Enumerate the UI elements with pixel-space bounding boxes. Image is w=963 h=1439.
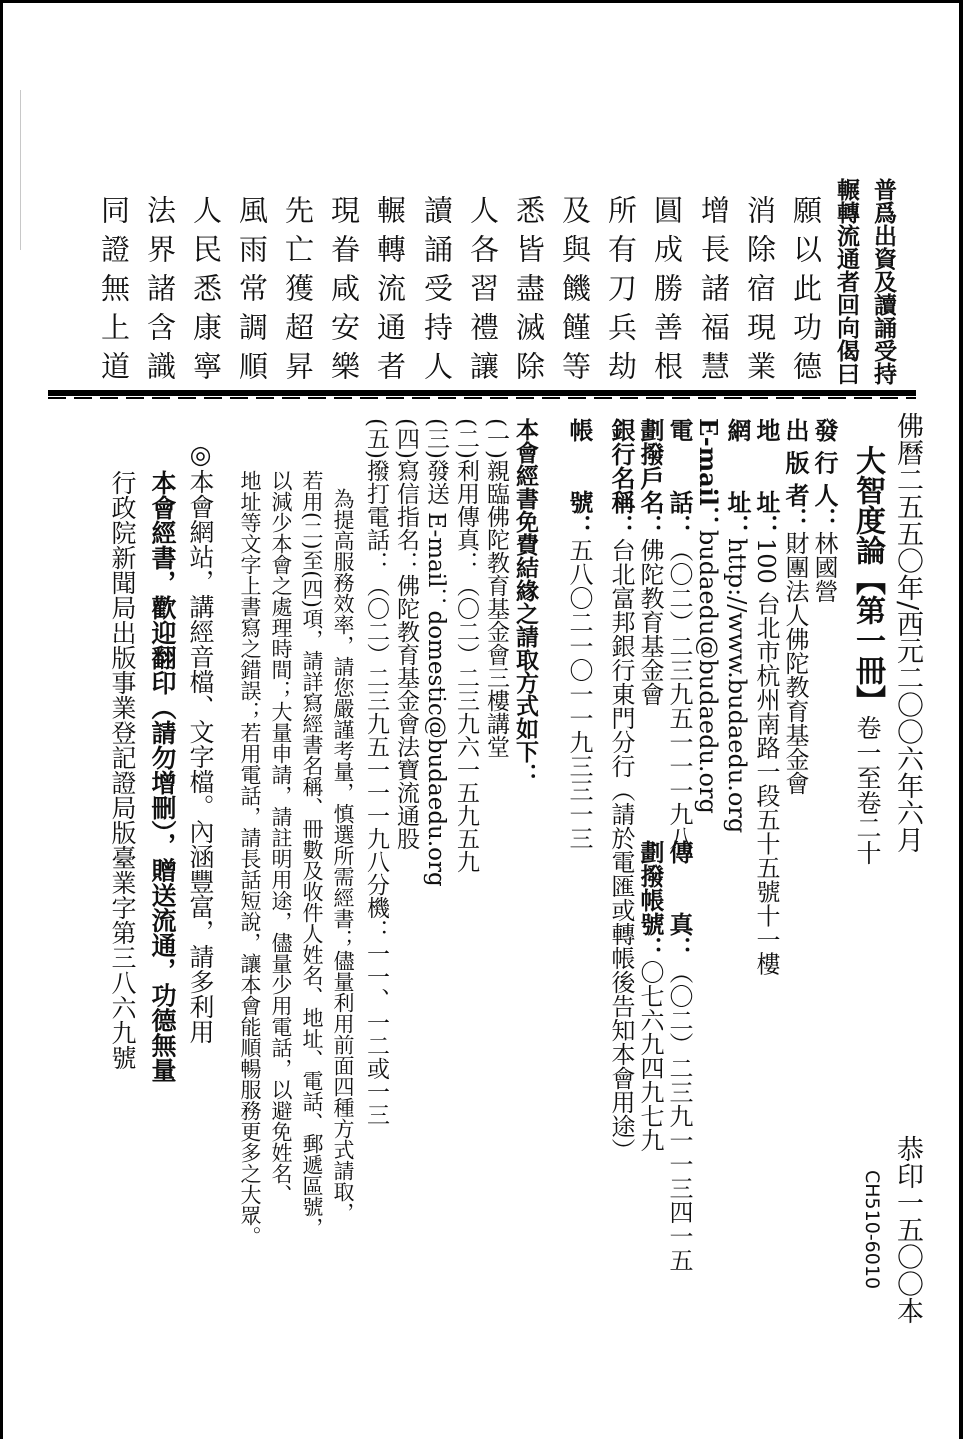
account-name-label: 劃撥戶名： [636,418,665,538]
page-edge-left [0,0,3,1439]
method-item: (四)寫信指名：佛陀教育基金會法寶流通股 [393,418,419,850]
book-code: CH510-6010 [861,1170,883,1290]
dedication-line: 讀誦受持人 [420,195,454,390]
footer-line: 行政院新聞局出版事業登記證局版臺業字第三八六九號 [108,470,137,1070]
email-link[interactable]: budaedu@budaedu.org [694,529,722,814]
method-item: (一)親臨佛陀教育基金會三樓講堂 [483,418,509,758]
email-line [694,418,723,814]
scan-mark [20,90,21,250]
website-label: 網 址： [723,418,752,538]
phone-value: （〇二）二三九五一一一九八 [665,538,693,850]
account-name-value: 佛陀教育基金會 [636,538,664,706]
bank-label: 銀行名稱： [607,418,636,538]
dedication-line: 所有刀兵劫 [604,195,638,390]
dedication-heading-1: 普爲出資及讀誦受持 [870,178,897,385]
dedication-line: 增長諸福慧 [697,195,731,390]
dedication-line: 願以此功德 [789,195,823,390]
dedication-line: 圓成勝善根 [650,195,684,390]
dedication-line: 人各習禮讓 [466,195,500,390]
dedication-line: 輾轉流通者 [373,195,407,390]
press-label: 出 版 者： [781,418,810,531]
fax-value: （〇二）二三九一一三四一五 [665,960,693,1272]
methods-heading: 本會經書免費結緣之請取方式如下： [512,418,539,786]
address-line [752,418,781,976]
account-number-line [636,840,665,1152]
account-number-value: 〇七六九四九七九 [636,960,664,1152]
page-edge-top [0,0,963,3]
note-line: 地址等文字上書寫之錯誤；若用電話，請長話短說，讓本會能順暢服務更多之大眾。 [238,470,262,1247]
page-edge-right [959,0,963,1439]
dedication-line: 及與饑饉等 [558,195,592,390]
publisher-label: 發 行 人： [810,418,839,531]
dedication-line: 現眷咸安樂 [327,195,361,390]
method-item: (五)撥打電話：（〇二）二三九五一一一九八分機：一一、一二或一三 [363,418,389,1126]
bank-line [607,418,636,1162]
footer-line: 本會經書，歡迎翻印（請勿增刪），贈送流通，功德無量 [148,470,177,1083]
note-line: 若用(二)至(四)項，請詳寫經書名稱、冊數及收件人姓名、地址、電話、郵遞區號， [300,470,324,1238]
press-value: 財團法人佛陀教育基金會 [781,530,809,795]
note-line: 為提高服務效率，請您嚴謹考量，慎選所需經書；儘量利用前面四種方式請取， [331,488,355,1223]
dedication-line: 人民悉康寧 [189,195,223,390]
section-divider-dashes [48,397,916,399]
bank-account-label: 帳 號： [565,418,594,538]
account-number-label: 劃撥帳號： [636,840,665,960]
dedication-line: 風雨常調順 [235,195,269,390]
method-item: (二)利用傳真：（〇二）二三九六一五九五九 [453,418,479,873]
publisher-line [810,418,839,603]
bank-account-line [565,418,594,850]
website-link[interactable]: http://www.budaedu.org [723,538,751,834]
dedication-line: 消除宿現業 [743,195,777,390]
address-value: 100 台北市杭州南路一段五十五號十一樓 [752,538,780,976]
dedication-line: 先亡獲超昇 [281,195,315,390]
dedication-heading-2: 輾轉流通者回向偈曰 [833,178,860,385]
dedication-line: 悉皆盡滅除 [512,195,546,390]
print-count: 恭印一五〇〇本 [892,1135,923,1324]
press-line [781,418,810,795]
fax-label: 傳 真： [665,840,694,960]
book-title: 大智度論 [850,445,885,565]
section-divider [48,390,916,396]
dedication-line: 同證無上道 [97,195,131,390]
fax-line [665,840,694,1272]
dedication-line: 法界諸含識 [143,195,177,390]
phone-line [665,418,694,850]
phone-label: 電 話： [665,418,694,538]
account-name-line [636,418,665,706]
website-line [723,418,752,834]
footer-line: ◎本會網站，講經音檔、文字檔。內涵豐富，請多利用 [186,440,215,1044]
book-title-line [850,445,885,865]
volume-number: 【第一冊】 [850,565,885,715]
volume-range: 卷一至卷二十 [853,715,882,865]
publication-date: 佛曆二五五〇年/西元二〇〇六年六月 [892,412,923,854]
bank-value: 台北富邦銀行東門分行（請於電匯或轉帳後告知本會用途） [607,538,635,1162]
bank-account-value: 五八〇二一〇一一九三三一三 [565,538,593,850]
email-label: E-mail： [694,418,723,530]
note-line: 以減少本會之處理時間；大量申請，請註明用途，儘量少用電話，以避免姓名、 [269,470,293,1205]
method-item: (三)發送 E-mail：domestic@budaedu.org [423,418,449,887]
address-label: 地 址： [752,418,781,538]
publisher-value: 林國營 [810,530,838,603]
